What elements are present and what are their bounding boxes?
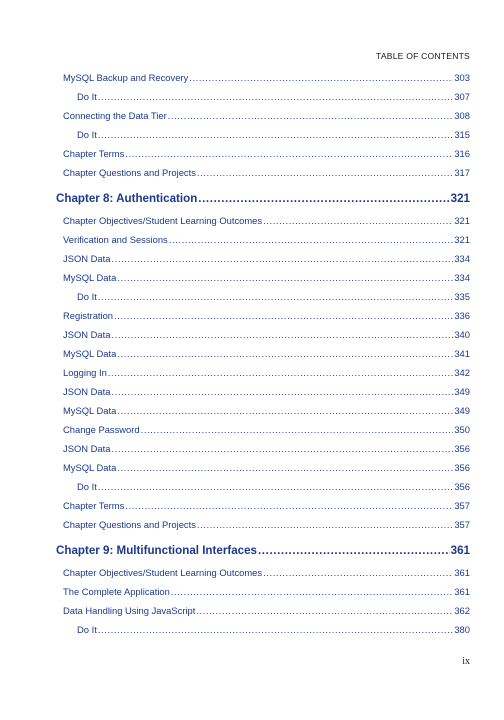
toc-entry-page: 317 <box>454 167 470 178</box>
table-of-contents <box>56 72 470 643</box>
toc-entry-title: MySQL Backup and Recovery <box>63 72 189 83</box>
toc-entry-page: 361 <box>454 586 470 597</box>
toc-entry-title: Chapter Objectives/Student Learning Outcomes <box>63 215 263 226</box>
toc-entry-title: Chapter 8: Authentication <box>56 192 198 205</box>
toc-entry[interactable] <box>56 272 470 291</box>
dot-leader <box>141 424 454 435</box>
toc-entry-title: Do It <box>77 91 97 102</box>
toc-entry[interactable] <box>56 215 470 234</box>
toc-entry-title: Chapter Terms <box>63 500 125 511</box>
toc-entry[interactable] <box>56 148 470 167</box>
toc-entry-page: 380 <box>454 624 470 635</box>
toc-entry-page: 334 <box>454 253 470 264</box>
toc-entry-title: MySQL Data <box>63 405 117 416</box>
toc-entry[interactable] <box>56 110 470 129</box>
toc-entry-title: Do It <box>77 624 97 635</box>
dot-leader <box>263 215 453 226</box>
dot-leader <box>98 291 454 302</box>
dot-leader <box>98 481 454 492</box>
dot-leader <box>169 234 454 245</box>
toc-entry-page: 335 <box>454 291 470 302</box>
toc-entry-title: JSON Data <box>63 443 111 454</box>
toc-entry-title: JSON Data <box>63 253 111 264</box>
toc-entry[interactable] <box>56 234 470 253</box>
toc-entry-title: Verification and Sessions <box>63 234 168 245</box>
toc-entry-page: 349 <box>454 386 470 397</box>
toc-entry-page: 340 <box>454 329 470 340</box>
toc-entry-page: 316 <box>454 148 470 159</box>
running-head: TABLE OF CONTENTS <box>376 51 470 61</box>
toc-entry[interactable] <box>56 348 470 367</box>
toc-entry[interactable] <box>56 91 470 110</box>
toc-entry-title: JSON Data <box>63 386 111 397</box>
dot-leader <box>258 544 450 557</box>
toc-chapter-entry[interactable] <box>56 544 470 564</box>
toc-entry-page: 334 <box>454 272 470 283</box>
toc-entry-page: 308 <box>454 110 470 121</box>
toc-entry-page: 303 <box>454 72 470 83</box>
toc-entry[interactable] <box>56 291 470 310</box>
toc-entry-title: Chapter Terms <box>63 148 125 159</box>
toc-entry[interactable] <box>56 424 470 443</box>
dot-leader <box>125 500 453 511</box>
toc-entry-title: Logging In <box>63 367 107 378</box>
toc-entry-title: Do It <box>77 129 97 140</box>
dot-leader <box>196 605 453 616</box>
dot-leader <box>111 386 453 397</box>
toc-entry-page: 342 <box>454 367 470 378</box>
toc-entry-page: 350 <box>454 424 470 435</box>
toc-entry[interactable] <box>56 462 470 481</box>
toc-entry-page: 356 <box>454 443 470 454</box>
toc-entry-page: 357 <box>454 519 470 530</box>
toc-entry[interactable] <box>56 605 470 624</box>
toc-entry-page: 356 <box>454 481 470 492</box>
toc-entry-page: 315 <box>454 129 470 140</box>
toc-entry-title: The Complete Application <box>63 586 170 597</box>
toc-entry-page: 361 <box>450 544 470 557</box>
toc-entry[interactable] <box>56 443 470 462</box>
dot-leader <box>189 72 453 83</box>
toc-entry-title: MySQL Data <box>63 348 117 359</box>
toc-entry-page: 321 <box>450 192 470 205</box>
toc-entry-title: Do It <box>77 291 97 302</box>
dot-leader <box>117 462 453 473</box>
toc-entry-title: Chapter Questions and Projects <box>63 167 196 178</box>
toc-entry[interactable] <box>56 519 470 538</box>
toc-entry-title: Data Handling Using JavaScript <box>63 605 196 616</box>
dot-leader <box>168 110 454 121</box>
toc-entry[interactable] <box>56 72 470 91</box>
toc-entry-page: 357 <box>454 500 470 511</box>
toc-entry-title: Chapter 9: Multifunctional Interfaces <box>56 544 257 557</box>
dot-leader <box>263 567 453 578</box>
toc-entry[interactable] <box>56 167 470 186</box>
toc-entry[interactable] <box>56 310 470 329</box>
toc-entry-page: 349 <box>454 405 470 416</box>
toc-entry-title: Registration <box>63 310 114 321</box>
toc-entry-title: MySQL Data <box>63 462 117 473</box>
toc-entry-title: JSON Data <box>63 329 111 340</box>
toc-entry[interactable] <box>56 253 470 272</box>
dot-leader <box>117 405 453 416</box>
toc-entry-title: Chapter Questions and Projects <box>63 519 196 530</box>
dot-leader <box>117 348 453 359</box>
dot-leader <box>111 253 453 264</box>
page-number: ix <box>462 656 470 667</box>
toc-entry[interactable] <box>56 567 470 586</box>
dot-leader <box>117 272 453 283</box>
toc-entry[interactable] <box>56 586 470 605</box>
dot-leader <box>198 192 449 205</box>
toc-entry-page: 321 <box>454 215 470 226</box>
dot-leader <box>98 624 454 635</box>
toc-entry[interactable] <box>56 624 470 643</box>
toc-entry-title: Chapter Objectives/Student Learning Outcomes <box>63 567 263 578</box>
dot-leader <box>171 586 454 597</box>
dot-leader <box>111 443 453 454</box>
dot-leader <box>111 329 453 340</box>
toc-entry[interactable] <box>56 367 470 386</box>
toc-entry-page: 307 <box>454 91 470 102</box>
toc-entry-title: MySQL Data <box>63 272 117 283</box>
dot-leader <box>125 148 453 159</box>
toc-entry-title: Connecting the Data Tier <box>63 110 167 121</box>
toc-entry-page: 361 <box>454 567 470 578</box>
toc-entry-page: 356 <box>454 462 470 473</box>
toc-entry[interactable] <box>56 481 470 500</box>
toc-entry-title: Do It <box>77 481 97 492</box>
toc-entry-page: 362 <box>454 605 470 616</box>
dot-leader <box>108 367 454 378</box>
dot-leader <box>98 129 454 140</box>
toc-entry-title: Change Password <box>63 424 140 435</box>
toc-entry[interactable] <box>56 405 470 424</box>
dot-leader <box>98 91 454 102</box>
toc-entry-page: 321 <box>454 234 470 245</box>
dot-leader <box>197 167 453 178</box>
toc-chapter-entry[interactable] <box>56 192 470 212</box>
toc-entry[interactable] <box>56 329 470 348</box>
toc-entry[interactable] <box>56 129 470 148</box>
toc-entry[interactable] <box>56 386 470 405</box>
toc-entry-page: 341 <box>454 348 470 359</box>
dot-leader <box>197 519 453 530</box>
toc-entry[interactable] <box>56 500 470 519</box>
dot-leader <box>114 310 453 321</box>
toc-entry-page: 336 <box>454 310 470 321</box>
